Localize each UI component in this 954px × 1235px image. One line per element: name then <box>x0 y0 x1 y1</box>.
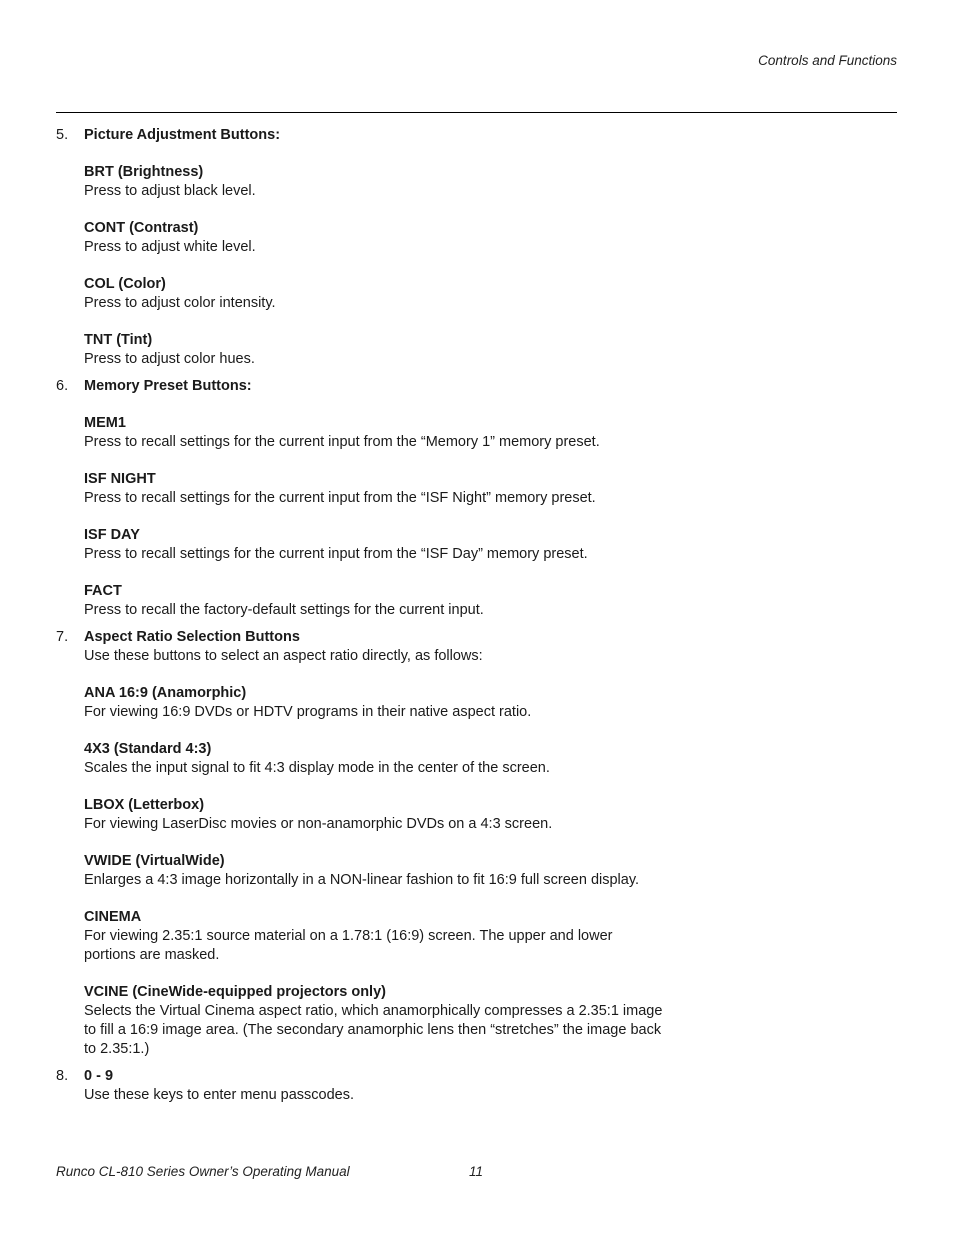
entry-title: ANA 16:9 (Anamorphic) <box>84 685 247 701</box>
list-item-number-keys <box>56 1067 897 1105</box>
entry-description: Press to recall settings for the current input from the “ISF Day” memory preset. <box>84 546 588 562</box>
entry-description: Press to adjust color intensity. <box>84 295 276 311</box>
header-divider <box>56 112 897 113</box>
list-item-heading: Picture Adjustment Buttons: <box>84 127 281 143</box>
button-entry-lbox <box>84 796 897 834</box>
entry-title: CINEMA <box>84 909 142 925</box>
button-entry-cont <box>84 219 897 257</box>
list-item-heading: Aspect Ratio Selection Buttons <box>84 629 300 645</box>
list-item-number: 6. <box>56 378 69 394</box>
entry-title: 4X3 (Standard 4:3) <box>84 741 212 757</box>
entry-description: For viewing LaserDisc movies or non-anamorphic DVDs on a 4:3 screen. <box>84 816 553 832</box>
button-entry-ana <box>84 684 897 722</box>
list-item-aspect-ratio <box>56 628 897 1059</box>
button-entry-4x3 <box>84 740 897 778</box>
entry-description: Press to recall the factory-default settings for the current input. <box>84 602 484 618</box>
entry-title: BRT (Brightness) <box>84 164 204 180</box>
list-item-number: 8. <box>56 1068 69 1084</box>
entry-title: VWIDE (VirtualWide) <box>84 853 225 869</box>
entry-description: Press to recall settings for the current input from the “Memory 1” memory preset. <box>84 434 600 450</box>
entry-description: Enlarges a 4:3 image horizontally in a NON-linear fashion to fit 16:9 full screen display. <box>84 872 640 888</box>
list-item-memory-preset <box>56 377 897 620</box>
entry-title: ISF NIGHT <box>84 471 156 487</box>
entry-title: CONT (Contrast) <box>84 220 199 236</box>
button-entry-col <box>84 275 897 313</box>
button-entry-vwide <box>84 852 897 890</box>
running-header: Controls and Functions <box>758 53 897 68</box>
entry-description: For viewing 2.35:1 source material on a 1.78:1 (16:9) screen. The upper and lower portions are masked. <box>84 928 613 963</box>
entry-title: LBOX (Letterbox) <box>84 797 205 813</box>
entry-description: Selects the Virtual Cinema aspect ratio, which anamorphically compresses a 2.35:1 image to fill a 16:9 image area. (The secondary anamorphic lens then “stretches” the image back to 2.35:1.) <box>84 1003 663 1057</box>
entry-title: ISF DAY <box>84 527 140 543</box>
entry-title: VCINE (CineWide-equipped projectors only) <box>84 984 386 1000</box>
button-entry-tnt <box>84 331 897 369</box>
entry-description: Press to adjust white level. <box>84 239 256 255</box>
list-item-picture-adjustment <box>56 126 897 369</box>
button-entry-isf-day <box>84 526 897 564</box>
entry-description: Scales the input signal to fit 4:3 display mode in the center of the screen. <box>84 760 550 776</box>
entry-description: Press to adjust black level. <box>84 183 256 199</box>
entry-description: Press to recall settings for the current input from the “ISF Night” memory preset. <box>84 490 596 506</box>
button-entry-isf-night <box>84 470 897 508</box>
page-number: 11 <box>469 1164 484 1179</box>
entry-title: TNT (Tint) <box>84 332 153 348</box>
entry-title: COL (Color) <box>84 276 166 292</box>
button-entry-brt <box>84 163 897 201</box>
list-item-intro: Use these buttons to select an aspect ratio directly, as follows: <box>84 648 483 664</box>
list-item-heading: 0 - 9 <box>84 1068 114 1084</box>
entry-description: Press to adjust color hues. <box>84 351 255 367</box>
list-item-number: 7. <box>56 629 69 645</box>
button-entry-fact <box>84 582 897 620</box>
button-entry-cinema <box>84 908 897 965</box>
button-entry-mem1 <box>84 414 897 452</box>
button-entry-vcine <box>84 983 897 1059</box>
document-body <box>56 126 897 1105</box>
footer-manual-title: Runco CL-810 Series Owner’s Operating Manual <box>56 1164 350 1179</box>
list-item-number: 5. <box>56 127 69 143</box>
list-item-heading: Memory Preset Buttons: <box>84 378 252 394</box>
entry-description: For viewing 16:9 DVDs or HDTV programs in their native aspect ratio. <box>84 704 532 720</box>
list-item-intro: Use these keys to enter menu passcodes. <box>84 1087 355 1103</box>
entry-title: MEM1 <box>84 415 126 431</box>
entry-title: FACT <box>84 583 122 599</box>
